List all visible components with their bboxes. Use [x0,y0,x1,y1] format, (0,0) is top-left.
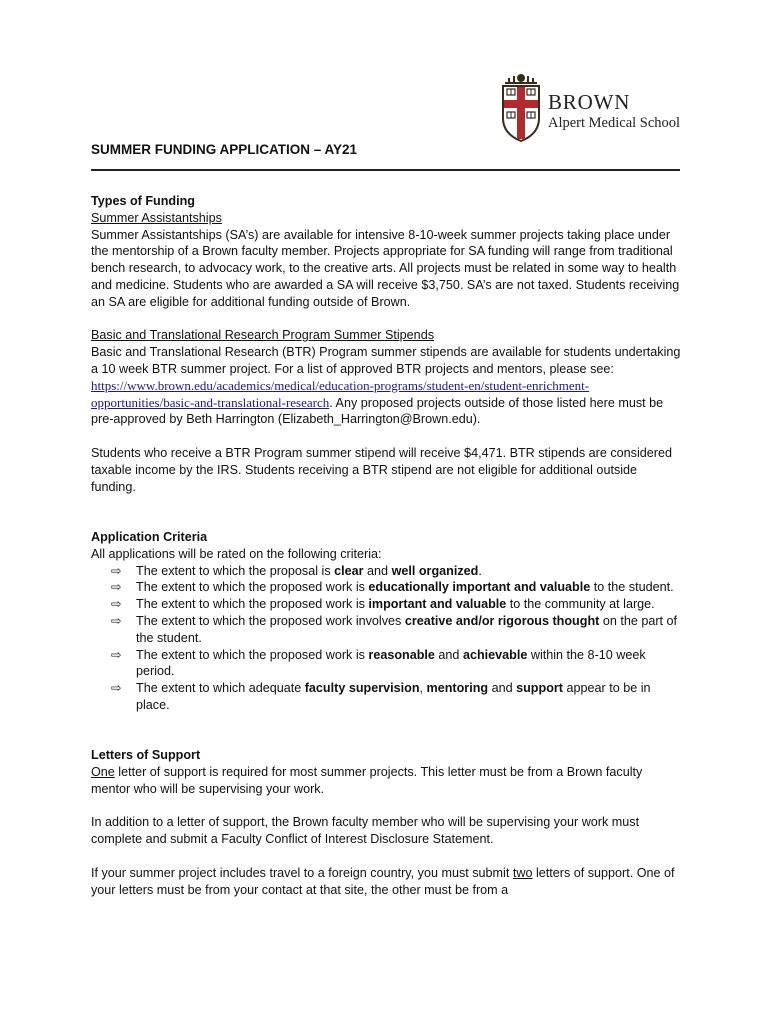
arrow-icon: ⇨ [111,647,122,662]
arrow-icon: ⇨ [111,580,122,595]
letters-p3: If your summer project includes travel to a foreign country, you must submit two letters of support. One of your letters must be from your contact at that site, the other must be from a [91,865,675,897]
btr-stipend-note: Students who receive a BTR Program summer stipend will receive $4,471. BTR stipends are considered taxable income by the IRS. Students receiving a BTR stipend are not eligible for additional outside funding. [91,445,672,494]
criteria-item: ⇨ The extent to which the proposed work is reasonable and achievable within the 8-10 week period. [111,647,646,679]
letters-p1: One letter of support is required for most summer projects. This letter must be from a Brown faculty mentor who will be supervising your work. [91,765,643,796]
btr-body-intro: Basic and Translational Research (BTR) Program summer stipends are available for students undertaking a 10 week BTR summer project. For a list of approved BTR projects and mentors, please see: [91,345,681,376]
criteria-heading: Application Criteria [91,529,208,544]
btr-body-approval: . Any proposed projects outside of those listed here must be pre-approved by Beth Harrington (Elizabeth_Harrington@Brown.edu). [91,395,664,427]
arrow-icon: ⇨ [111,613,122,628]
criteria-item: ⇨ The extent to which the proposed work is educationally important and valuable to the student. [111,580,674,595]
page-title: SUMMER FUNDING APPLICATION – AY21 [91,142,358,157]
criteria-item: ⇨ The extent to which the proposal is clear and well organized. [111,563,482,578]
letters-heading: Letters of Support [91,748,201,763]
brown-alpert-logo [501,72,691,142]
arrow-icon: ⇨ [111,681,122,696]
btr-body [91,344,681,428]
brown-shield-icon [501,72,541,142]
btr-projects-link[interactable]: https://www.brown.edu/academics/medical/education-programs/student-en/student-enrichment-opportunities/basic-and-translational-research [91,377,590,410]
logo-subtitle: Alpert Medical School [548,115,681,131]
criteria-item: ⇨ The extent to which adequate faculty supervision, mentoring and support appear to be in place. [111,681,651,712]
letters-p2: In addition to a letter of support, the Brown faculty member who will be supervising your work must complete and submit a Faculty Conflict of Interest Disclosure Statement. [91,815,640,847]
sa-body: Summer Assistantships (SA’s) are available for intensive 8-10-week summer projects taking place under the mentorship of a Brown faculty member. Projects appropriate for SA funding will range from traditional bench research, to advocacy work, to the creative arts. All projects must be related in some way to health and medicine. Students who are awarded a SA will receive $3,750. SA’s are not taxed. Students receiving an SA are eligible for additional funding outside of Brown. [91,227,680,309]
types-of-funding-heading: Types of Funding [91,194,196,208]
criteria-intro: All applications will be rated on the following criteria: [91,546,382,561]
sa-subheading: Summer Assistantships [91,210,222,225]
logo-wordmark: BROWN [548,90,631,114]
criteria-item: ⇨ The extent to which the proposed work is important and valuable to the community at large. [111,597,655,612]
arrow-icon: ⇨ [111,597,122,612]
criteria-item: ⇨ The extent to which the proposed work involves creative and/or rigorous thought on the part of the student. [111,613,678,645]
criteria-list [91,563,681,714]
arrow-icon: ⇨ [111,563,122,578]
title-divider [91,169,680,171]
btr-subheading: Basic and Translational Research Program Summer Stipends [91,328,434,343]
document-body [91,193,681,898]
